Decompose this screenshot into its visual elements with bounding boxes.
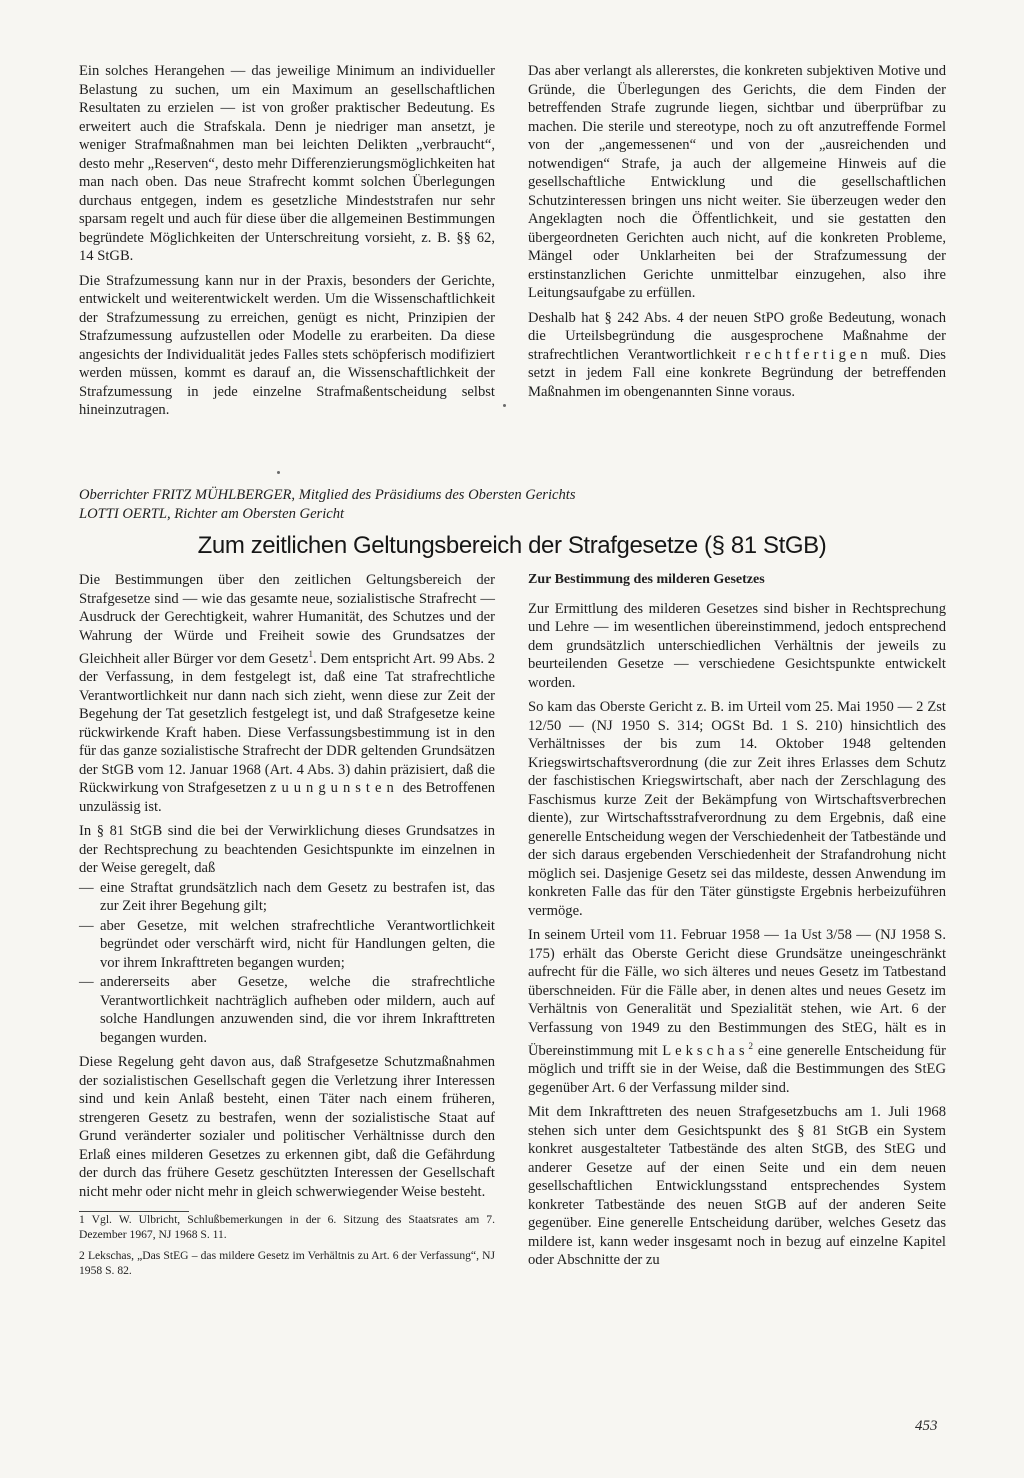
paragraph: Mit dem Inkrafttreten des neuen Strafgesetzbuchs am 1. Juli 1968 stehen sich unter dem Gesichtspunkt des § 81 StGB ein System konkret ausgestalteter Tatbestände des alten StGB, des StEG und anderer Gesetze auf der einen Seite und ein dem neuen gesellschaftlichen Entwicklungsstand entsprechendes System konkreter Tatbestände des neuen StGB auf der anderen Seite gegenüber. Eine generelle Entscheidung darüber, welches Gesetz das mildere ist, kann weder insgesamt noch in bezug auf einzelne Kapitel oder Abschnitte der zu <box>528 1104 946 1269</box>
spaced-emphasis: rechtfertigen <box>745 346 872 363</box>
text-run: Die Bestimmungen über den zeitlichen Geltungsbereich der Strafgesetze sind — wie das gesamte neue, sozialistische Strafrecht — Ausdruck der Gerechtigkeit, wahrer Humanität, des Schutzes und der Wahrung der Würde und Freiheit sowie des Grundsatzes der Gleichheit aller Bürger vor dem Gesetz <box>79 572 495 667</box>
paragraph: Diese Regelung geht davon aus, daß Strafgesetze Schutzmaßnahmen der sozialistischen Gesellschaft gegen die Verletzung ihrer Interessen sind und kein Anlaß besteht, einen Täter nach einem früheren, strengeren Gesetz zu bestrafen, wenn der sozialistische Staat auf Grund veränderter sozialer und politischer Verhältnisse durch den Erlaß eines milderen Gesetzes zu erkennen gibt, daß die Gefährdung der durch das frühere Gesetz geschützten Interessen der Gesellschaft nicht mehr oder nicht mehr in gleich schwerwiegender Weise besteht. <box>79 1054 495 1200</box>
footnote-ref: 2 <box>748 1041 754 1051</box>
list-item-text: andererseits aber Gesetze, welche die strafrechtliche Verantwortlichkeit nachträglich aufheben oder mildern, auch auf solche Handlungen anzuwenden sind, die vor ihrem Inkrafttreten begangen wurden. <box>100 974 495 1046</box>
list-item <box>79 917 495 973</box>
text-run: eine generelle Entscheidung für möglich und trifft sie in der Weise, daß die Bestimmungen des StEG gegenüber Art. 6 der Verfassung milder sind. <box>528 1042 946 1096</box>
dash-bullet: — <box>79 879 94 896</box>
column-bottom-left <box>79 571 495 1284</box>
paragraph <box>528 926 946 1097</box>
text-run: In seinem Urteil vom 11. Februar 1958 — 1a Ust 3/58 — (NJ 1958 S. 175) erhält das Oberste Gericht diese Grundsätze uneingeschränkt aufrecht für die Fälle, wo sich älteres und neues Gesetz im Tatbestand überschneiden. Für die Fälle aber, in denen altes und neues Gesetz im Verhältnis von Generalität und Spezialität stehen, wie Art. 6 der Verfassung von 1949 zu den Bestimmungen des StEG, hält es in Übereinstimmung mit <box>528 927 946 1059</box>
author-line: Oberrichter FRITZ MÜHLBERGER, Mitglied des Präsidiums des Obersten Gerichts <box>79 487 576 503</box>
paragraph <box>79 571 495 816</box>
column-top-left <box>79 62 495 426</box>
list-item <box>79 973 495 1047</box>
print-speck <box>277 471 280 474</box>
footnote: 1 Vgl. W. Ulbricht, Schlußbemerkungen in der 6. Sitzung des Staatsrates am 7. Dezember 1967, NJ 1968 S. 11. <box>79 1213 495 1242</box>
text-run: des Betroffenen unzulässig ist. <box>79 780 495 815</box>
text-run: . Dem entspricht Art. 99 Abs. 2 der Verfassung, in dem festgelegt ist, daß eine Tat strafrechtliche Verantwortlichkeit nur dann nach sich zieht, wenn diese zur Zeit der Begehung der Tat gesetzlich festgelegt ist, und daß Strafgesetze keine rückwirkende Kraft haben. Diese Verfassungsbestimmung ist in den für das ganze sozialistische Strafrecht der DDR geltenden Grundsätzen der StGB vom 12. Januar 1968 (Art. 4 Abs. 3) dahin präzisiert, daß die Rückwirkung von Strafgesetzen <box>79 650 496 797</box>
author-line: LOTTI OERTL, Richter am Obersten Gericht <box>79 505 345 522</box>
dash-bullet: — <box>79 974 94 991</box>
section-subheading: Zur Bestimmung des milderen Gesetzes <box>528 572 765 587</box>
article-authors <box>79 486 939 523</box>
column-top-right <box>528 62 946 407</box>
dash-list <box>79 879 495 1048</box>
column-bottom-right <box>528 571 946 1276</box>
dash-bullet: — <box>79 917 94 934</box>
text-run: muß. Dies setzt in jedem Fall eine konkrete Begründung der betreffenden Maßnahmen im obengenannten Sinne voraus. <box>528 346 946 400</box>
spaced-emphasis: Lekschas <box>662 1042 749 1059</box>
spaced-emphasis: zuungunsten <box>269 780 399 797</box>
footnote: 2 Lekschas, „Das StEG – das mildere Gesetz im Verhältnis zu Art. 6 der Verfassung“, NJ 1958 S. 82. <box>79 1249 495 1278</box>
paragraph: So kam das Oberste Gericht z. B. im Urteil vom 25. Mai 1950 — 2 Zst 12/50 — (NJ 1950 S. 314; OGSt Bd. 1 S. 210) hinsichtlich des Verhältnisses der bis zum 14. Oktober 1948 geltenden Kriegswirtschaftsverordnung (die zur Zeit ihres Erlasses dem Schutz der faschistischen Kriegswirtschaft, aber nach der Zerschlagung des Faschismus kurze Zeit der Bekämpfung von Wirtschaftsverbrechen diente), zur Wirtschaftsstrafverordnung zu dem Ergebnis, daß eine generelle Entscheidung wegen der Verschiedenheit der Tatbestände und der sich daraus ergebenden Verschiedenheit der Strafandrohung nicht möglich sei. Dasjenige Gesetz sei das mildeste, dessen Anwendung im konkreten Falle das für den Täter günstigste Ergebnis herbeizuführen vermöge. <box>528 699 946 919</box>
paragraph: Das aber verlangt als allererstes, die konkreten subjektiven Motive und Gründe, die Überlegungen des Gerichts, die dem Finden der betreffenden Strafe zugrunde liegen, sichtbar und überprüfbar zu machen. Die sterile und stereotype, noch zu oft anzutreffende Formel von der „angemessenen“ und von der „ausreichenden und notwendigen“ Strafe, ja auch der allgemeine Hinweis auf die gesellschaftliche Entwicklung und die gesellschaftlichen Schutzinteressen bringen uns nicht weiter. Sie überzeugen weder den Angeklagten noch die Öffentlichkeit, und sie gestatten den übergeordneten Gerichten auch nicht, auf die konkreten Probleme, Mängel oder Unklarheiten bei der Strafzumessung der erstinstanzlichen Gerichte unmittelbar einzugehen, also ihre Leitungsaufgabe zu erfüllen. <box>528 63 946 301</box>
page-number: 453 <box>915 1418 938 1434</box>
list-item <box>79 879 495 916</box>
paragraph: Ein solches Herangehen — das jeweilige Minimum an individueller Belastung zu suchen, um ein Maximum an gesellschaftlichen Resultaten zu erzielen — ist von großer praktischer Bedeutung. Es erweitert auch die Strafskala. Denn je niedriger man ansetzt, je weniger Strafmaßnahmen man bei leichten Delikten „verbraucht“, desto mehr „Reserven“, desto mehr Differenzierungsmöglichkeiten hat man nach oben. Das neue Strafrecht kommt solchen Überlegungen durchaus entgegen, indem es gesetzliche Mindeststrafen nur sehr sparsam regelt und auch für diese über die allgemeinen Bestimmungen begründete Möglichkeiten der Unterschreitung vorsieht, z. B. §§ 62, 14 StGB. <box>79 63 495 264</box>
article-headline: Zum zeitlichen Geltungsbereich der Strafgesetze (§ 81 StGB) <box>197 532 827 559</box>
footnote-ref: 1 <box>308 649 313 659</box>
list-item-text: eine Straftat grundsätzlich nach dem Gesetz zu bestrafen ist, das zur Zeit ihrer Begehung gilt; <box>100 879 495 915</box>
list-item-text: aber Gesetze, mit welchen strafrechtliche Verantwortlichkeit begründet oder verschärft wird, nicht für Handlungen gelten, die vor ihrem Inkrafttreten begangen wurden; <box>100 917 495 971</box>
print-speck <box>503 404 506 407</box>
paragraph <box>528 309 946 402</box>
paragraph: Zur Ermittlung des milderen Gesetzes sind bisher in Rechtsprechung und Lehre — im wesentlichen übereinstimmend, jedoch entsprechend dem grundsätzlich unterschiedlichen Verhältnis der jeweils zu beurteilenden Gesetze — verschiedene Gesichtspunkte entwickelt worden. <box>528 600 946 691</box>
paragraph: In § 81 StGB sind die bei der Verwirklichung dieses Grundsatzes in der Rechtsprechung zu beachtenden Gesichtspunkte im einzelnen in der Weise geregelt, daß <box>79 823 495 877</box>
text-run: Deshalb hat § 242 Abs. 4 der neuen StPO große Bedeutung, wonach die Urteilsbegründung die ausgesprochene Maßnahme der strafrechtlichen Verantwortlichkeit <box>528 309 946 363</box>
paragraph: Die Strafzumessung kann nur in der Praxis, besonders der Gerichte, entwickelt und weiterentwickelt werden. Um die Wissenschaftlichkeit der Strafzumessung zu erreichen, genügt es nicht, Prinzipien der Strafzumessung aufzustellen oder Modelle zu erarbeiten. Da diese angesichts der Individualität jedes Falles stets schöpferisch modifiziert werden müssen, kommt es darauf an, die Wissenschaftlichkeit der Strafzumessung in jede einzelne Strafmaßentscheidung selbst hineinzutragen. <box>79 272 495 418</box>
